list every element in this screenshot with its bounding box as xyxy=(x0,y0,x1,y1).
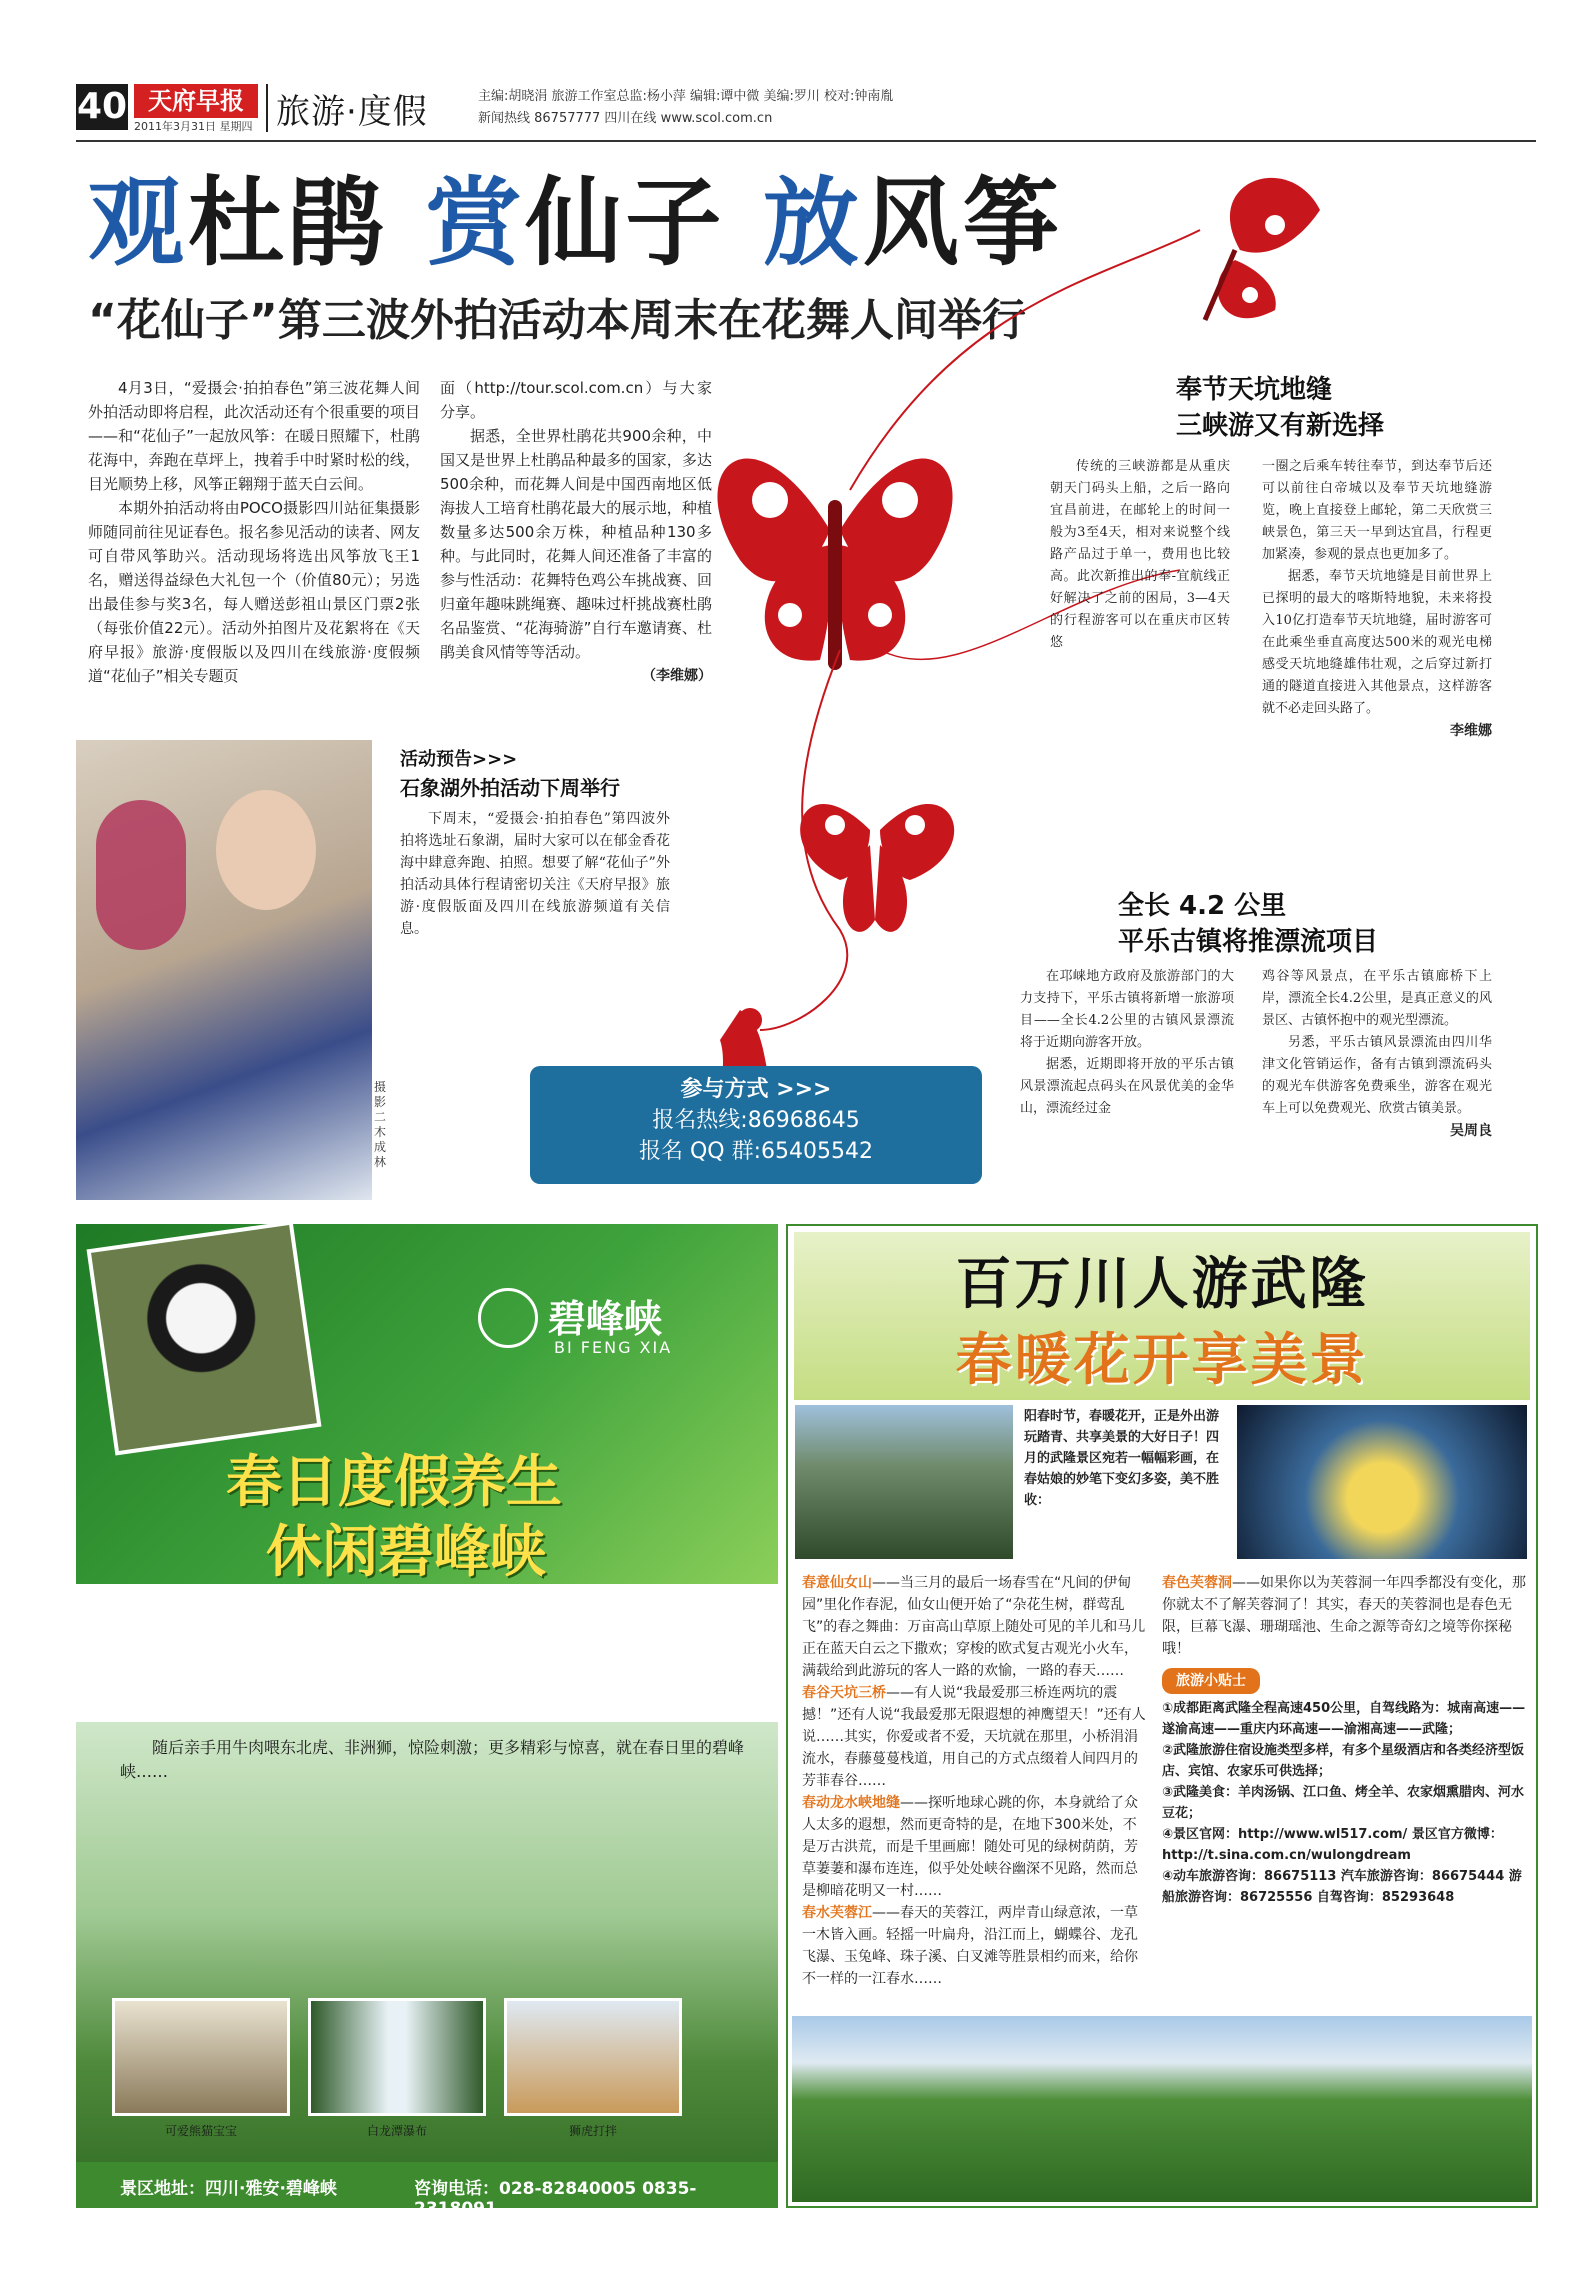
wulong-tip: ②武隆旅游住宿设施类型多样，有多个星级酒店和各类经济型饭店、宾馆、农家乐可供选择； xyxy=(1162,1743,1525,1779)
bifengxia-slogan: 春日度假养生 xyxy=(226,1450,562,1515)
credits-line: 主编:胡晓涓 旅游工作室总监:杨小萍 编辑:谭中微 美编:罗川 校对:钟南胤 xyxy=(478,89,894,104)
headline-part: 赏 xyxy=(425,167,526,279)
fengjie-col1: 传统的三峡游都是从重庆朝天门码头上船，之后一路向宜昌前进，在邮轮上的时间一般为3至4天，相对来说整个线路产品过于单一，费用也比较高。此次新推出的奉-宜航线正好解决了之前的困局，3—4天的行程游客可以在重庆市区转悠 xyxy=(1050,459,1230,650)
paragraph: 据悉，全世界杜鹃花共900余种，中国又是世界上杜鹃品种最多的国家，多达500余种，而花舞人间是中国西南地区低海拔人工培育杜鹃花最大的展示地，种植数量多达500余万株，种植品种130多种。与此同时，花舞人间还准备了丰富的参与性活动：花舞特色鸡公车挑战赛、回归童年趣味跳绳赛、趣味过杆挑战赛杜鹃名品鉴赏、“花海骑游”自行车邀请赛、杜鹃美食风情等等活动。 xyxy=(440,427,712,661)
photo-caption: 白龙潭瀑布 xyxy=(366,2124,427,2138)
butterfly-main-icon xyxy=(717,458,952,670)
credits-line: 新闻热线 86757777 四川在线 www.scol.com.cn xyxy=(478,111,773,126)
wulong-intro: 阳春时节，春暖花开，正是外出游玩踏青、共享美景的大好日子！四月的武隆景区宛若一幅幅彩画，在春姑娘的妙笔下变幻多姿，美不胜收： xyxy=(1024,1409,1220,1508)
wulong-item-name: 春色芙蓉洞 xyxy=(1162,1575,1232,1591)
participation-box xyxy=(530,1066,982,1184)
wulong-item-text: ——春天的芙蓉江，两岸青山绿意浓，一草一木皆入画。轻摇一叶扁舟，沿江而上，蝴蝶谷、龙孔飞瀑、玉兔峰、珠子溪、白叉滩等胜景相约而来，给你不一样的一江春水…… xyxy=(802,1905,1138,1987)
cave-photo xyxy=(1234,1402,1530,1562)
paragraph: 一圈之后乘车转往奉节，到达奉节后还可以前往白帝城以及奉节天坑地缝游览，晚上直接登上邮轮，第二天欣赏三峡景色，第三天一早到达宜昌，行程更加紧凑，参观的景点也更加多了。 xyxy=(1262,459,1492,562)
fengjie-title-line: 三峡游又有新选择 xyxy=(1176,411,1385,441)
headline-part: 风筝 xyxy=(862,167,1063,279)
paragraph: 鸡谷等风景点，在平乐古镇廊桥下上岸，漂流全长4.2公里，是真正意义的风景区、古镇怀抱中的观光型漂流。 xyxy=(1262,969,1492,1028)
wulong-item-text: ——如果你以为芙蓉洞一年四季都没有变化，那你就太不了解芙蓉洞了！其实，春天的芙蓉洞也是春色无限，巨幕飞瀑、珊瑚瑶池、生命之源等奇幻之境等你探秘哦！ xyxy=(1162,1575,1526,1657)
bifengxia-brand: 碧峰峡 xyxy=(548,1297,663,1341)
paragraph: 本期外拍活动将由POCO摄影四川站征集摄影师随同前往见证春色。报名参见活动的读者、网友可自带风筝助兴。活动现场将选出风筝放飞王1名，赠送得益绿色大礼包一个（价值80元）；另选出最佳参与奖3名，每人赠送彭祖山景区门票2张（每张价值22元）。活动外拍图片及花絮将在《天府早报》旅游·度假版以及四川在线旅游·度假频道“花仙子”相关专题页 xyxy=(88,499,420,685)
wulong-title: 百万川人游武隆 xyxy=(955,1252,1369,1317)
tigers-photo xyxy=(504,1998,682,2116)
preview-title: 石象湖外拍活动下周举行 xyxy=(400,776,620,800)
section-title: 旅游·度假 xyxy=(276,92,428,132)
pingle-headline xyxy=(1118,888,1498,960)
main-article-col1 xyxy=(88,376,420,688)
editor-credits xyxy=(478,86,893,130)
fengjie-col2 xyxy=(1262,456,1492,742)
wulong-item xyxy=(802,1682,1150,1792)
wulong-tip: ④动车旅游咨询：86675113 汽车旅游咨询：86675444 游船旅游咨询：86725556 自驾咨询：85293648 xyxy=(1162,1869,1522,1905)
butterfly-small-icon xyxy=(800,804,954,932)
panda-photo xyxy=(87,1221,322,1456)
wulong-item xyxy=(802,1902,1150,1990)
publication-date: 2011年3月31日 星期四 xyxy=(134,120,253,133)
paragraph: 据悉，近期即将开放的平乐古镇风景漂流起点码头在风景优美的金华山，漂流经过金 xyxy=(1020,1057,1234,1116)
photo-credit: 摄影 二木成林 xyxy=(374,1080,387,1169)
pingle-col1 xyxy=(1020,966,1234,1120)
paragraph: 另悉，平乐古镇风景漂流由四川华津文化管销运作，备有古镇到漂流码头的观光车供游客免费乘坐，游客在观光车上可以免费观光、欣赏古镇美景。 xyxy=(1262,1035,1492,1116)
flower-basket-icon xyxy=(96,800,186,950)
headline-part: 观 xyxy=(88,167,188,279)
wulong-item-text: ——探听地球心跳的你，本身就给了众人太多的遐想，然而更奇特的是，在地下300米处，不是万古洪荒，而是千里画廊！随处可见的绿树荫荫，芳草萋萋和瀑布连连，似乎处处峡谷幽深不见路，然而总是柳暗花明又一村…… xyxy=(802,1795,1138,1899)
wulong-item-text: ——有人说“我最爱那三桥连两坑的震撼！”还有人说“我最爱那无限遐想的神鹰望天！”还有人说……其实，你爱或者不爱，天坑就在那里，小桥涓涓流水，春藤蔓蔓栈道，用自己的方式点缀着人间四月的芳菲春谷…… xyxy=(802,1685,1146,1789)
wulong-items-col2 xyxy=(1162,1572,1526,1908)
kite-string xyxy=(850,230,1200,490)
bifengxia-brand-en: BI FENG XIA xyxy=(554,1338,673,1357)
bifengxia-slogan: 休闲碧峰峡 xyxy=(266,1520,546,1585)
wulong-item xyxy=(802,1572,1150,1682)
fengjie-signature: 李维娜 xyxy=(1450,723,1492,739)
pingle-title-line: 全长 4.2 公里 xyxy=(1118,891,1287,921)
wulong-item-name: 春动龙水峡地缝 xyxy=(802,1795,900,1811)
headline-part: 杜鹃 xyxy=(188,167,426,279)
photo-caption: 狮虎打拌 xyxy=(568,2124,617,2138)
article-signature: （李维娜） xyxy=(642,668,712,684)
wulong-tip: ③武隆美食：羊肉汤锅、江口鱼、烤全羊、农家烟熏腊肉、河水豆花； xyxy=(1162,1785,1525,1821)
model-photo xyxy=(76,740,372,1200)
masthead-divider xyxy=(266,84,268,132)
wulong-item-name: 春水芙蓉江 xyxy=(802,1905,872,1921)
bifengxia-text: 随后亲手用牛肉喂东北虎、非洲狮，惊险刺激；更多精彩与惊喜，就在春日里的碧峰峡…… xyxy=(120,1738,745,1781)
bifengxia-address: 景区地址：四川·雅安·碧峰峡 xyxy=(120,2179,337,2199)
bifengxia-ad[interactable] xyxy=(76,1224,778,2219)
panda-cubs-photo xyxy=(112,1998,290,2116)
headline-part: 放 xyxy=(762,167,863,279)
butterfly-top-icon xyxy=(1205,178,1320,320)
wulong-tip: ④景区官网：http://www.wl517.com/ 景区官方微博：http://t.sina.com.cn/wulongdream xyxy=(1162,1827,1503,1863)
wulong-tip: ①成都距离武隆全程高速450公里，自驾线路为：城南高速——遂渝高速——重庆内环高速——渝湘高速——武隆； xyxy=(1162,1701,1526,1737)
tiankeng-photo xyxy=(792,1402,1016,1562)
fengjie-title-line: 奉节天坑地缝 xyxy=(1176,375,1333,405)
preview-kicker: 活动预告>>> xyxy=(400,749,518,770)
participation-hotline: 报名热线:86968645 xyxy=(652,1108,860,1133)
face-shape xyxy=(216,790,316,910)
wulong-subtitle: 春暖花开享美景 xyxy=(955,1328,1369,1393)
grassland-photo xyxy=(792,2016,1532,2202)
wulong-item-name: 春意仙女山 xyxy=(802,1575,872,1591)
bifengxia-logo-icon xyxy=(478,1288,538,1348)
paragraph: 据悉，奉节天坑地缝是目前世界上已探明的最大的喀斯特地貌，未来将投入10亿打造奉节天坑地缝，届时游客可在此乘坐垂直高度达500米的观光电梯感受天坑地缝雄伟壮观，之后穿过新打通的隧道直接进入其他景点，这样游客就不必走回头路了。 xyxy=(1262,569,1492,716)
fengjie-headline xyxy=(1176,372,1506,444)
wulong-item xyxy=(802,1792,1150,1902)
headline-part: 仙子 xyxy=(525,167,763,279)
sub-headline: “花仙子”第三波外拍活动本周末在花舞人间举行 xyxy=(88,295,1026,346)
wulong-tips xyxy=(1162,1698,1526,1908)
pingle-col2 xyxy=(1262,966,1492,1142)
paragraph: 4月3日，“爱摄会·拍拍春色”第三波花舞人间外拍活动即将启程，此次活动还有个很重要的项目——和“花仙子”一起放风筝：在暖日照耀下，杜鹃花海中，奔跑在草坪上，拽着手中时紧时松的线，目光顺势上移，风筝正翱翔于蓝天白云间。 xyxy=(88,379,420,493)
participation-qq: 报名 QQ 群:65405542 xyxy=(638,1139,873,1164)
wulong-items-col1 xyxy=(802,1572,1150,1990)
preview-block xyxy=(400,746,670,940)
pingle-signature: 吴周良 xyxy=(1450,1123,1492,1139)
preview-body: 下周末，“爱摄会·拍拍春色”第四波外拍将选址石象湖，届时大家可以在郁金香花海中肆意奔跑、拍照。想要了解“花仙子”外拍活动具体行程请密切关注《天府早报》旅游·度假版面及四川在线旅游频道有关信息。 xyxy=(400,811,670,937)
wulong-ad[interactable] xyxy=(786,1224,1538,2208)
main-article-col2 xyxy=(440,376,712,688)
wulong-tips-title: 旅游小贴士 xyxy=(1162,1668,1260,1694)
waterfall-photo xyxy=(308,1998,486,2116)
paragraph: 面（http://tour.scol.com.cn）与大家分享。 xyxy=(440,379,712,421)
pingle-title-line: 平乐古镇将推漂流项目 xyxy=(1118,927,1379,957)
page-number: 40 xyxy=(76,84,128,130)
wulong-item-name: 春谷天坑三桥 xyxy=(802,1685,886,1701)
wulong-item xyxy=(1162,1572,1526,1660)
wulong-item-text: ——当三月的最后一场春雪在“凡间的伊甸园”里化作春泥，仙女山便开始了“杂花生树，群莺乱飞”的春之舞曲：万亩高山草原上随处可见的羊儿和马儿正在蓝天白云之下撒欢；穿梭的欧式复古观光小火车，满载给到此游玩的客人一路的欢愉，一路的春天…… xyxy=(802,1575,1146,1679)
newspaper-logo: 天府早报 xyxy=(134,84,258,118)
paragraph: 在邛崃地方政府及旅游部门的大力支持下，平乐古镇将新增一旅游项目——全长4.2公里的古镇风景漂流将于近期向游客开放。 xyxy=(1020,969,1234,1050)
bifengxia-phone: 咨询电话：028-82840005 0835-2318091 xyxy=(414,2179,697,2219)
photo-caption: 可爱熊猫宝宝 xyxy=(164,2124,237,2138)
participation-title: 参与方式 >>> xyxy=(680,1077,832,1102)
